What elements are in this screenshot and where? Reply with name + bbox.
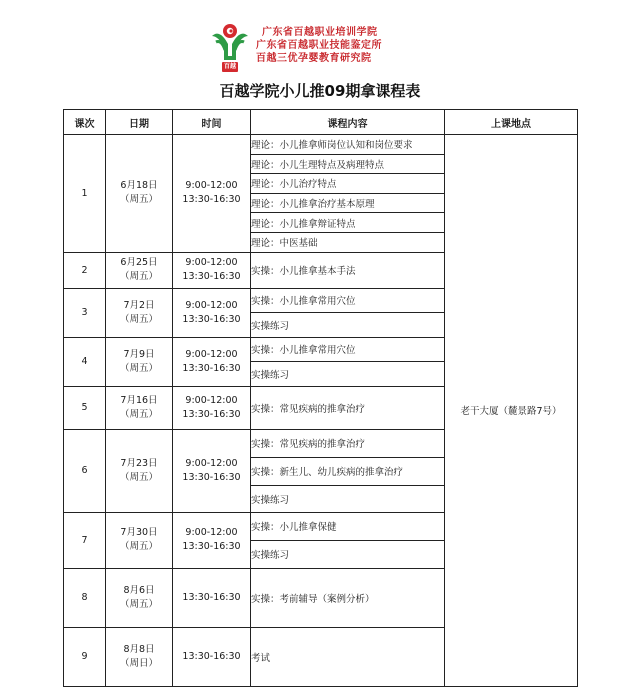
lesson-time-cell: [173, 135, 251, 253]
lesson-number: 7: [64, 512, 106, 568]
lesson-number: 4: [64, 337, 106, 386]
lesson-weekday: （周五）: [119, 598, 158, 610]
lesson-number: 2: [64, 252, 106, 288]
organization-names: [256, 26, 496, 65]
lesson-time-slot: 13:30-16:30: [182, 194, 241, 206]
table-body: [64, 135, 578, 687]
document-header: [0, 0, 640, 108]
lesson-time-cell: [173, 568, 251, 627]
page-title: 百越学院小儿推09期拿课程表: [219, 82, 421, 100]
lesson-content: 理论：小儿推拿治疗基本原理: [251, 193, 445, 213]
lesson-time-cell: [173, 429, 251, 512]
lesson-date-cell: [106, 337, 173, 386]
lesson-time-cell: [173, 337, 251, 386]
lesson-time-slot: 13:30-16:30: [182, 541, 241, 553]
column-header-lesson: 课次: [64, 110, 106, 135]
lesson-time-slot: 13:30-16:30: [182, 591, 241, 603]
lesson-content: 理论：小儿推拿师岗位认知和岗位要求: [251, 135, 445, 155]
lesson-date: 7月23日: [120, 457, 158, 469]
lesson-time-slot: 9:00-12:00: [185, 527, 238, 539]
lesson-content: 实操：常见疾病的推拿治疗: [251, 386, 445, 429]
lesson-time-slot: 13:30-16:30: [182, 408, 241, 420]
lesson-time-slot: 9:00-12:00: [185, 257, 238, 269]
lesson-date: 8月8日: [123, 643, 155, 655]
org-line-1: 广东省百越职业培训学院: [262, 27, 378, 38]
column-header-time: 时间: [173, 110, 251, 135]
lesson-date-cell: [106, 386, 173, 429]
lesson-time-cell: [173, 512, 251, 568]
lesson-time-slot: 9:00-12:00: [185, 394, 238, 406]
lesson-date-cell: [106, 252, 173, 288]
lesson-time-cell: [173, 288, 251, 337]
lesson-time-slot: 13:30-16:30: [182, 362, 241, 374]
lesson-time-cell: [173, 627, 251, 686]
lesson-content: 理论：小儿推拿辩证特点: [251, 213, 445, 233]
lesson-weekday: （周日）: [119, 657, 158, 669]
lesson-content: 理论：小儿生理特点及病理特点: [251, 154, 445, 174]
course-schedule-table: [63, 109, 578, 687]
lesson-weekday: （周五）: [119, 271, 158, 283]
column-header-location: 上课地点: [445, 110, 578, 135]
lesson-time-slot: 13:30-16:30: [182, 471, 241, 483]
lesson-weekday: （周五）: [119, 541, 158, 553]
lesson-weekday: （周五）: [119, 408, 158, 420]
lesson-time-slot: 9:00-12:00: [185, 180, 238, 192]
lesson-date-cell: [106, 288, 173, 337]
lesson-content: 实操：常见疾病的推拿治疗: [251, 429, 445, 457]
school-logo: [206, 22, 254, 74]
lesson-content: 实操练习: [251, 485, 445, 512]
lesson-date-cell: [106, 429, 173, 512]
lesson-time-slot: 9:00-12:00: [185, 348, 238, 360]
table-row: [64, 135, 578, 155]
lesson-date: 7月2日: [123, 299, 155, 311]
column-header-content: 课程内容: [251, 110, 445, 135]
lesson-date: 8月6日: [123, 584, 155, 596]
lesson-content: 理论：小儿治疗特点: [251, 174, 445, 194]
lesson-date-cell: [106, 135, 173, 253]
lesson-time-cell: [173, 252, 251, 288]
lesson-date: 7月9日: [123, 348, 155, 360]
lesson-date: 6月25日: [120, 257, 158, 269]
lesson-content: 考试: [251, 627, 445, 686]
lesson-number: 5: [64, 386, 106, 429]
lesson-content: 实操练习: [251, 313, 445, 338]
lesson-weekday: （周五）: [119, 194, 158, 206]
lesson-date-cell: [106, 512, 173, 568]
lesson-time-slot: 9:00-12:00: [185, 299, 238, 311]
lesson-time-slot: 13:30-16:30: [182, 313, 241, 325]
logo-text: 百越: [223, 63, 236, 70]
lesson-date: 7月16日: [120, 394, 158, 406]
org-line-3: 百越三优孕婴教育研究院: [256, 53, 372, 64]
lesson-content: 理论：中医基础: [251, 232, 445, 252]
lesson-time-slot: 13:30-16:30: [182, 650, 241, 662]
lesson-content: 实操：小儿推拿保健: [251, 512, 445, 540]
lesson-number: 8: [64, 568, 106, 627]
class-location-text: 老干大厦（麓景路7号）: [460, 406, 562, 418]
lesson-time-cell: [173, 386, 251, 429]
lesson-content: 实操：考前辅导（案例分析）: [251, 568, 445, 627]
table-header-row: [64, 110, 578, 135]
column-header-date: 日期: [106, 110, 173, 135]
lesson-content: 实操：小儿推拿常用穴位: [251, 337, 445, 362]
lesson-number: 9: [64, 627, 106, 686]
lesson-number: 3: [64, 288, 106, 337]
lesson-time-slot: 9:00-12:00: [185, 457, 238, 469]
lesson-date-cell: [106, 627, 173, 686]
lesson-content: 实操练习: [251, 540, 445, 568]
lesson-content: 实操：小儿推拿常用穴位: [251, 288, 445, 313]
lesson-date: 6月18日: [120, 180, 158, 192]
org-line-2: 广东省百越职业技能鉴定所: [256, 40, 382, 51]
lesson-time-slot: 13:30-16:30: [182, 271, 241, 283]
lesson-content: 实操：新生儿、幼儿疾病的推拿治疗: [251, 457, 445, 485]
lesson-weekday: （周五）: [119, 471, 158, 483]
lesson-content: 实操练习: [251, 362, 445, 387]
class-location: [445, 135, 578, 687]
lesson-number: 1: [64, 135, 106, 253]
lesson-number: 6: [64, 429, 106, 512]
lesson-content: 实操：小儿推拿基本手法: [251, 252, 445, 288]
lesson-date-cell: [106, 568, 173, 627]
lesson-weekday: （周五）: [119, 313, 158, 325]
lesson-date: 7月30日: [120, 527, 158, 539]
lesson-weekday: （周五）: [119, 362, 158, 374]
